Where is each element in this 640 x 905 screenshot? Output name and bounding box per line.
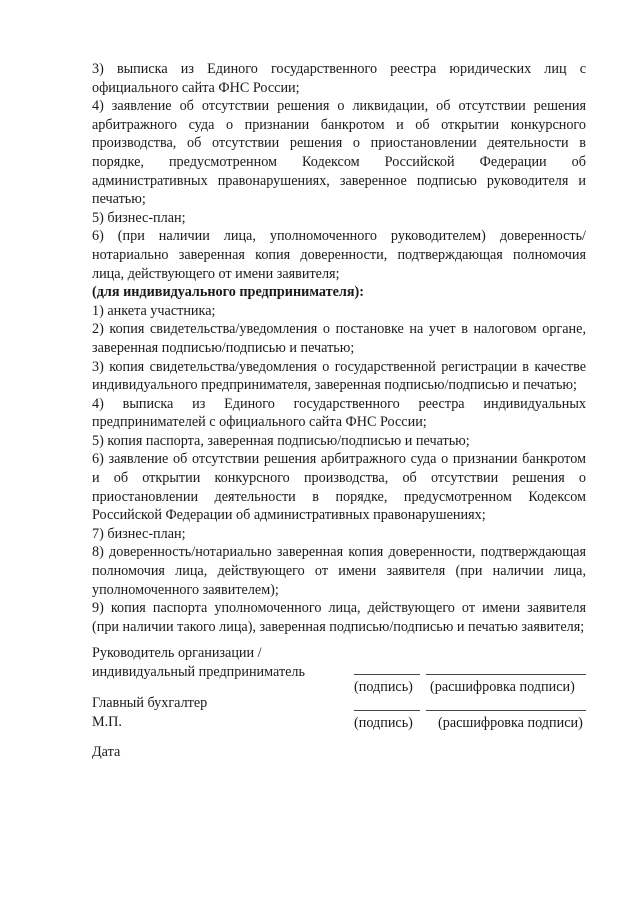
accountant-label: Главный бухгалтер bbox=[92, 695, 208, 711]
sign-caption: (подпись) bbox=[354, 715, 413, 731]
list-item: 3) выписка из Единого государственного реестра юридических лиц с официального сайта ФНС России; bbox=[92, 61, 586, 96]
decode-line bbox=[426, 710, 586, 711]
list-item: 3) копия свидетельства/уведомления о государственной регистрации в качестве индивидуального предпринимателя, заверенная подписью/подписью и печатью; bbox=[92, 358, 586, 394]
decode-caption: (расшифровка подписи) bbox=[430, 679, 575, 695]
signature-line bbox=[354, 674, 420, 675]
decode-line bbox=[426, 674, 586, 675]
document-body bbox=[92, 60, 586, 636]
head-title-line2: индивидуальный предприниматель bbox=[92, 663, 305, 680]
list-item: 6) заявление об отсутствии решения арбитражного суда о признании банкротом и об открытии конкурсного производства, об отсутствии решения о приостановлении деятельности в порядке, предусмотренном Кодексом Российской Федерации об административных правонарушениях; bbox=[92, 451, 586, 524]
list-item: 9) копия паспорта уполномоченного лица, действующего от имени заявителя (при наличии такого лица), заверенная подписью/подписью и печатью заявителя; bbox=[92, 600, 586, 635]
list-item: 7) бизнес-план; bbox=[92, 525, 186, 542]
decode-caption: (расшифровка подписи) bbox=[438, 715, 583, 731]
list-item: 2) копия свидетельства/уведомления о постановке на учет в налоговом органе, заверенная подписью/подписью и печатью; bbox=[92, 321, 586, 356]
head-title-line1: Руководитель организации / bbox=[92, 645, 262, 661]
list-item: 1) анкета участника; bbox=[92, 302, 216, 319]
accountant-signature-block bbox=[92, 694, 586, 738]
list-item: 5) копия паспорта, заверенная подписью/подписью и печатью; bbox=[92, 432, 470, 449]
date-label: Дата bbox=[92, 744, 121, 760]
list-item: 8) доверенность/нотариально заверенная копия доверенности, подтверждающая полномочия лица, действующего от имени заявителя (при наличии лица, уполномоченного заявителем); bbox=[92, 544, 586, 598]
head-signature-block bbox=[92, 644, 586, 700]
list-item: 4) заявление об отсутствии решения о ликвидации, об отсутствии решения арбитражного суда о признании банкротом и об открытии конкурсного производства, об отсутствии решения о приостановлении деятельности в порядке, предусмотренном Кодексом Российской Федерации об административных правонарушениях, заверенное подписью руководителя и печатью; bbox=[92, 98, 586, 208]
section-heading: (для индивидуального предпринимателя): bbox=[92, 284, 364, 301]
signature-line bbox=[354, 710, 420, 711]
list-item: 4) выписка из Единого государственного реестра индивидуальных предпринимателей с официального сайта ФНС России; bbox=[92, 395, 586, 431]
head-title bbox=[92, 644, 305, 681]
list-item: 5) бизнес-план; bbox=[92, 209, 186, 226]
list-item: 6) (при наличии лица, уполномоченного руководителем) доверенность/нотариально заверенная копия доверенности, подтверждающая полномочия лица, действующего от имени заявителя; bbox=[92, 228, 586, 282]
sign-caption: (подпись) bbox=[354, 679, 413, 695]
stamp-label: М.П. bbox=[92, 713, 122, 730]
accountant-title bbox=[92, 694, 207, 731]
